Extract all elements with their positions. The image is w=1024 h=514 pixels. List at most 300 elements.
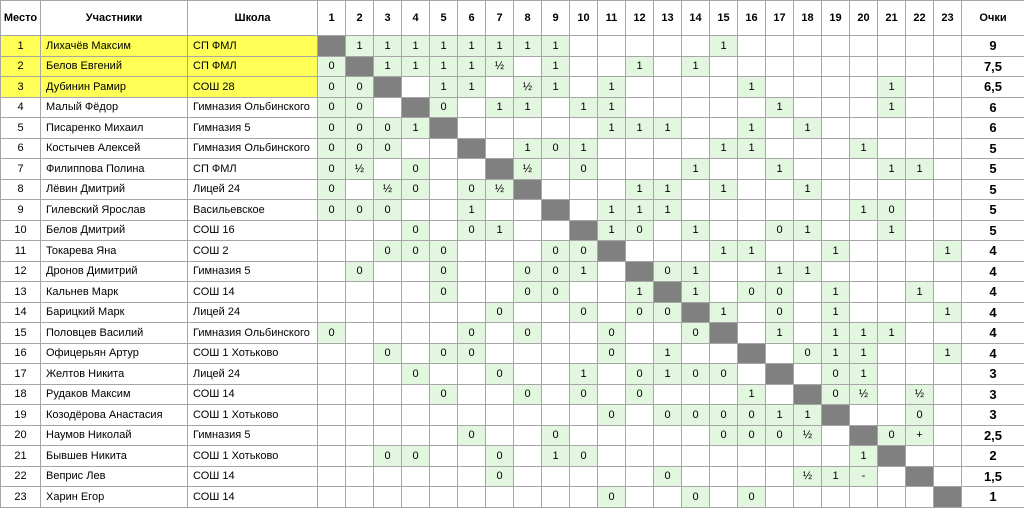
result-cell-empty xyxy=(794,56,822,77)
result-cell-empty xyxy=(682,36,710,57)
participant-name: Малый Фёдор xyxy=(41,97,188,118)
result-cell-empty xyxy=(906,77,934,98)
result-cell-empty xyxy=(598,364,626,385)
result-cell-empty xyxy=(794,487,822,508)
self-cell xyxy=(570,220,598,241)
result-cell-empty xyxy=(654,56,682,77)
result-cell: 1 xyxy=(878,220,906,241)
result-cell: 0 xyxy=(542,425,570,446)
result-cell-empty xyxy=(346,487,374,508)
participant-name: Офицерьян Артур xyxy=(41,343,188,364)
result-cell-empty xyxy=(514,200,542,221)
result-cell-empty xyxy=(374,97,402,118)
table-row xyxy=(1,487,1024,508)
result-cell-empty xyxy=(710,159,738,180)
result-cell-empty xyxy=(710,200,738,221)
self-cell xyxy=(542,200,570,221)
result-cell-empty xyxy=(346,179,374,200)
result-cell-empty xyxy=(514,56,542,77)
result-cell: 1 xyxy=(654,179,682,200)
result-cell: 0 xyxy=(458,343,486,364)
points-cell: 4 xyxy=(962,323,1024,344)
result-cell-empty xyxy=(794,77,822,98)
result-cell-empty xyxy=(934,97,962,118)
points-cell: 4 xyxy=(962,302,1024,323)
result-cell: 0 xyxy=(486,364,514,385)
result-cell: 0 xyxy=(626,364,654,385)
self-cell xyxy=(850,425,878,446)
result-cell-empty xyxy=(570,179,598,200)
self-cell xyxy=(654,282,682,303)
result-cell-empty xyxy=(318,241,346,262)
table-row xyxy=(1,405,1024,426)
result-cell-empty xyxy=(822,179,850,200)
participant-name: Желтов Никита xyxy=(41,364,188,385)
result-cell-empty xyxy=(794,138,822,159)
result-cell-empty xyxy=(850,302,878,323)
result-cell: 1 xyxy=(626,200,654,221)
points-cell: 6 xyxy=(962,118,1024,139)
result-cell-empty xyxy=(682,200,710,221)
result-cell: 1 xyxy=(710,302,738,323)
result-cell-empty xyxy=(878,118,906,139)
result-cell-empty xyxy=(850,118,878,139)
result-cell-empty xyxy=(346,241,374,262)
result-cell-empty xyxy=(654,241,682,262)
result-cell-empty xyxy=(486,405,514,426)
points-cell: 3 xyxy=(962,405,1024,426)
result-cell-empty xyxy=(934,384,962,405)
school-name: Гимназия Ольбинского xyxy=(188,138,318,159)
school-name: Гимназия 5 xyxy=(188,261,318,282)
self-cell xyxy=(626,261,654,282)
school-name: СП ФМЛ xyxy=(188,36,318,57)
school-name: СП ФМЛ xyxy=(188,159,318,180)
result-cell-empty xyxy=(486,241,514,262)
result-cell-empty xyxy=(458,241,486,262)
header-round-13: 13 xyxy=(654,1,682,36)
result-cell: - xyxy=(850,466,878,487)
result-cell-empty xyxy=(766,36,794,57)
result-cell-empty xyxy=(738,302,766,323)
result-cell-empty xyxy=(318,487,346,508)
result-cell-empty xyxy=(626,466,654,487)
result-cell-empty xyxy=(458,466,486,487)
result-cell-empty xyxy=(738,446,766,467)
result-cell-empty xyxy=(906,364,934,385)
result-cell-empty xyxy=(738,364,766,385)
result-cell: 1 xyxy=(766,97,794,118)
result-cell: 0 xyxy=(346,138,374,159)
result-cell: 1 xyxy=(822,343,850,364)
result-cell: ½ xyxy=(906,384,934,405)
result-cell-empty xyxy=(570,343,598,364)
result-cell-empty xyxy=(822,261,850,282)
result-cell-empty xyxy=(822,77,850,98)
result-cell: 1 xyxy=(682,159,710,180)
result-cell: 0 xyxy=(738,487,766,508)
result-cell-empty xyxy=(318,466,346,487)
result-cell: 1 xyxy=(850,343,878,364)
school-name: СОШ 28 xyxy=(188,77,318,98)
header-round-19: 19 xyxy=(822,1,850,36)
result-cell: 0 xyxy=(682,364,710,385)
place-cell: 6 xyxy=(1,138,41,159)
result-cell-empty xyxy=(710,118,738,139)
result-cell-empty xyxy=(402,282,430,303)
result-cell-empty xyxy=(374,323,402,344)
result-cell-empty xyxy=(514,241,542,262)
result-cell-empty xyxy=(430,159,458,180)
table-row xyxy=(1,302,1024,323)
result-cell: 1 xyxy=(822,282,850,303)
place-cell: 11 xyxy=(1,241,41,262)
result-cell-empty xyxy=(878,405,906,426)
result-cell-empty xyxy=(430,302,458,323)
result-cell-empty xyxy=(710,466,738,487)
result-cell-empty xyxy=(766,179,794,200)
result-cell-empty xyxy=(738,466,766,487)
result-cell-empty xyxy=(542,487,570,508)
result-cell-empty xyxy=(374,384,402,405)
result-cell: 1 xyxy=(626,179,654,200)
result-cell-empty xyxy=(570,36,598,57)
school-name: Лицей 24 xyxy=(188,302,318,323)
result-cell-empty xyxy=(374,425,402,446)
result-cell-empty xyxy=(318,405,346,426)
place-cell: 4 xyxy=(1,97,41,118)
result-cell: 0 xyxy=(346,77,374,98)
table-row xyxy=(1,384,1024,405)
result-cell: 0 xyxy=(402,220,430,241)
table-row xyxy=(1,425,1024,446)
header-round-23: 23 xyxy=(934,1,962,36)
result-cell-empty xyxy=(598,466,626,487)
participant-name: Костычев Алексей xyxy=(41,138,188,159)
result-cell-empty xyxy=(850,56,878,77)
result-cell: + xyxy=(906,425,934,446)
result-cell: 1 xyxy=(850,200,878,221)
result-cell-empty xyxy=(822,97,850,118)
result-cell-empty xyxy=(794,97,822,118)
result-cell-empty xyxy=(878,302,906,323)
result-cell-empty xyxy=(626,425,654,446)
result-cell-empty xyxy=(710,56,738,77)
result-cell: ½ xyxy=(514,159,542,180)
result-cell-empty xyxy=(514,466,542,487)
result-cell-empty xyxy=(682,179,710,200)
result-cell: 0 xyxy=(738,282,766,303)
result-cell-empty xyxy=(906,97,934,118)
result-cell-empty xyxy=(514,425,542,446)
points-cell: 7,5 xyxy=(962,56,1024,77)
result-cell-empty xyxy=(682,466,710,487)
result-cell-empty xyxy=(598,36,626,57)
result-cell-empty xyxy=(850,487,878,508)
result-cell: 1 xyxy=(878,97,906,118)
result-cell-empty xyxy=(430,323,458,344)
result-cell-empty xyxy=(430,220,458,241)
result-cell: 1 xyxy=(458,56,486,77)
result-cell: 1 xyxy=(822,241,850,262)
result-cell-empty xyxy=(346,282,374,303)
result-cell-empty xyxy=(878,384,906,405)
result-cell-empty xyxy=(850,36,878,57)
result-cell-empty xyxy=(654,97,682,118)
result-cell-empty xyxy=(822,487,850,508)
result-cell-empty xyxy=(374,261,402,282)
header-round-3: 3 xyxy=(374,1,402,36)
result-cell-empty xyxy=(682,138,710,159)
result-cell-empty xyxy=(346,343,374,364)
participant-name: Белов Дмитрий xyxy=(41,220,188,241)
result-cell: 0 xyxy=(458,425,486,446)
result-cell: ½ xyxy=(346,159,374,180)
result-cell-empty xyxy=(738,220,766,241)
result-cell-empty xyxy=(794,159,822,180)
result-cell: 0 xyxy=(430,282,458,303)
result-cell-empty xyxy=(682,343,710,364)
result-cell-empty xyxy=(458,384,486,405)
result-cell: 1 xyxy=(878,159,906,180)
result-cell: 0 xyxy=(318,138,346,159)
place-cell: 23 xyxy=(1,487,41,508)
result-cell: 1 xyxy=(794,261,822,282)
table-row xyxy=(1,323,1024,344)
result-cell-empty xyxy=(906,323,934,344)
result-cell-empty xyxy=(626,77,654,98)
result-cell: 0 xyxy=(318,56,346,77)
result-cell-empty xyxy=(850,282,878,303)
result-cell: 0 xyxy=(318,200,346,221)
result-cell-empty xyxy=(822,118,850,139)
points-cell: 2 xyxy=(962,446,1024,467)
result-cell: 0 xyxy=(542,261,570,282)
table-row xyxy=(1,36,1024,57)
result-cell-empty xyxy=(906,179,934,200)
result-cell-empty xyxy=(850,261,878,282)
result-cell-empty xyxy=(822,425,850,446)
result-cell: 1 xyxy=(570,261,598,282)
result-cell-empty xyxy=(654,220,682,241)
place-cell: 7 xyxy=(1,159,41,180)
result-cell: 0 xyxy=(374,446,402,467)
header-round-11: 11 xyxy=(598,1,626,36)
header-school: Школа xyxy=(188,1,318,36)
place-cell: 10 xyxy=(1,220,41,241)
result-cell: 1 xyxy=(458,36,486,57)
result-cell: 1 xyxy=(486,220,514,241)
result-cell-empty xyxy=(654,138,682,159)
result-cell-empty xyxy=(878,282,906,303)
result-cell: 0 xyxy=(514,384,542,405)
result-cell-empty xyxy=(430,487,458,508)
result-cell-empty xyxy=(514,118,542,139)
result-cell-empty xyxy=(318,364,346,385)
result-cell: 0 xyxy=(318,159,346,180)
result-cell-empty xyxy=(654,425,682,446)
result-cell: 1 xyxy=(682,220,710,241)
result-cell-empty xyxy=(430,425,458,446)
result-cell-empty xyxy=(822,56,850,77)
result-cell: 1 xyxy=(794,220,822,241)
result-cell-empty xyxy=(542,220,570,241)
result-cell-empty xyxy=(934,282,962,303)
result-cell-empty xyxy=(486,77,514,98)
header-round-6: 6 xyxy=(458,1,486,36)
result-cell: 1 xyxy=(822,323,850,344)
result-cell-empty xyxy=(486,200,514,221)
result-cell-empty xyxy=(430,200,458,221)
points-cell: 6 xyxy=(962,97,1024,118)
place-cell: 22 xyxy=(1,466,41,487)
result-cell-empty xyxy=(878,487,906,508)
place-cell: 5 xyxy=(1,118,41,139)
result-cell-empty xyxy=(934,466,962,487)
table-row xyxy=(1,343,1024,364)
result-cell-empty xyxy=(934,261,962,282)
result-cell-empty xyxy=(794,302,822,323)
result-cell: 0 xyxy=(766,302,794,323)
result-cell-empty xyxy=(766,487,794,508)
participant-name: Лихачёв Максим xyxy=(41,36,188,57)
result-cell-empty xyxy=(374,487,402,508)
header-round-20: 20 xyxy=(850,1,878,36)
result-cell: 1 xyxy=(598,200,626,221)
result-cell-empty xyxy=(878,343,906,364)
result-cell-empty xyxy=(766,343,794,364)
header-round-17: 17 xyxy=(766,1,794,36)
result-cell: 1 xyxy=(682,56,710,77)
result-cell-empty xyxy=(486,118,514,139)
participant-name: Наумов Николай xyxy=(41,425,188,446)
result-cell-empty xyxy=(766,384,794,405)
self-cell xyxy=(682,302,710,323)
result-cell-empty xyxy=(710,446,738,467)
result-cell: 0 xyxy=(318,97,346,118)
result-cell: 1 xyxy=(542,77,570,98)
points-cell: 5 xyxy=(962,200,1024,221)
result-cell: 0 xyxy=(318,323,346,344)
result-cell-empty xyxy=(486,282,514,303)
result-cell-empty xyxy=(570,118,598,139)
place-cell: 3 xyxy=(1,77,41,98)
result-cell-empty xyxy=(766,118,794,139)
result-cell: 0 xyxy=(346,97,374,118)
result-cell-empty xyxy=(486,138,514,159)
participant-name: Лёвин Дмитрий xyxy=(41,179,188,200)
result-cell-empty xyxy=(626,97,654,118)
participant-name: Бывшев Никита xyxy=(41,446,188,467)
result-cell: 1 xyxy=(626,282,654,303)
result-cell-empty xyxy=(738,261,766,282)
school-name: СОШ 2 xyxy=(188,241,318,262)
result-cell: 0 xyxy=(402,159,430,180)
points-cell: 3 xyxy=(962,364,1024,385)
result-cell-empty xyxy=(934,220,962,241)
header-round-10: 10 xyxy=(570,1,598,36)
result-cell-empty xyxy=(766,200,794,221)
result-cell-empty xyxy=(626,159,654,180)
result-cell: 0 xyxy=(374,118,402,139)
result-cell-empty xyxy=(514,343,542,364)
result-cell-empty xyxy=(458,446,486,467)
result-cell-empty xyxy=(934,200,962,221)
result-cell: 0 xyxy=(402,364,430,385)
result-cell-empty xyxy=(822,200,850,221)
result-cell: 0 xyxy=(598,487,626,508)
result-cell: 1 xyxy=(850,364,878,385)
result-cell-empty xyxy=(458,302,486,323)
header-round-18: 18 xyxy=(794,1,822,36)
result-cell: 1 xyxy=(430,36,458,57)
result-cell-empty xyxy=(318,220,346,241)
table-row xyxy=(1,282,1024,303)
result-cell-empty xyxy=(766,77,794,98)
school-name: Гимназия 5 xyxy=(188,425,318,446)
result-cell: 0 xyxy=(374,138,402,159)
header-round-16: 16 xyxy=(738,1,766,36)
result-cell-empty xyxy=(318,384,346,405)
result-cell-empty xyxy=(934,118,962,139)
result-cell: 0 xyxy=(458,179,486,200)
result-cell: 0 xyxy=(374,343,402,364)
school-name: Гимназия Ольбинского xyxy=(188,97,318,118)
school-name: СОШ 1 Хотьково xyxy=(188,405,318,426)
result-cell-empty xyxy=(626,138,654,159)
result-cell: 0 xyxy=(682,323,710,344)
result-cell-empty xyxy=(402,302,430,323)
result-cell-empty xyxy=(514,364,542,385)
result-cell: 1 xyxy=(570,364,598,385)
result-cell: 0 xyxy=(626,384,654,405)
result-cell-empty xyxy=(878,36,906,57)
result-cell-empty xyxy=(850,97,878,118)
result-cell: 1 xyxy=(374,36,402,57)
school-name: СОШ 14 xyxy=(188,384,318,405)
result-cell: 0 xyxy=(570,446,598,467)
result-cell-empty xyxy=(682,384,710,405)
result-cell: 1 xyxy=(654,200,682,221)
result-cell-empty xyxy=(710,487,738,508)
result-cell-empty xyxy=(458,159,486,180)
result-cell-empty xyxy=(374,220,402,241)
place-cell: 8 xyxy=(1,179,41,200)
result-cell-empty xyxy=(346,446,374,467)
header-round-15: 15 xyxy=(710,1,738,36)
result-cell-empty xyxy=(598,261,626,282)
result-cell-empty xyxy=(738,200,766,221)
result-cell-empty xyxy=(458,405,486,426)
header-round-22: 22 xyxy=(906,1,934,36)
place-cell: 9 xyxy=(1,200,41,221)
result-cell-empty xyxy=(346,466,374,487)
result-cell-empty xyxy=(458,282,486,303)
result-cell-empty xyxy=(738,179,766,200)
result-cell: ½ xyxy=(374,179,402,200)
result-cell: 0 xyxy=(626,220,654,241)
result-cell: 0 xyxy=(710,425,738,446)
participant-name: Дронов Димитрий xyxy=(41,261,188,282)
result-cell-empty xyxy=(934,405,962,426)
result-cell-empty xyxy=(598,179,626,200)
result-cell-empty xyxy=(458,261,486,282)
result-cell-empty xyxy=(374,364,402,385)
result-cell: 1 xyxy=(654,364,682,385)
result-cell-empty xyxy=(822,446,850,467)
self-cell xyxy=(598,241,626,262)
result-cell: 1 xyxy=(430,77,458,98)
